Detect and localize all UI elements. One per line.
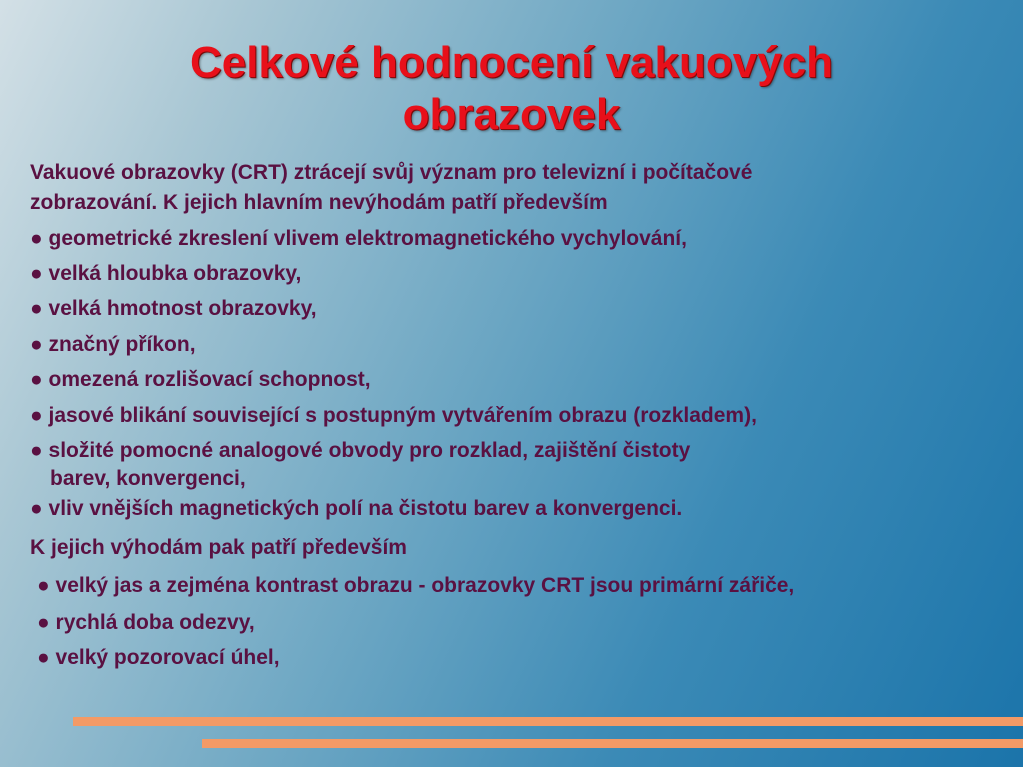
advantage-item: ● rychlá doba odezvy, (37, 611, 255, 634)
decorative-bar-lower (202, 739, 1023, 748)
disadvantage-item: ● velká hloubka obrazovky, (30, 262, 302, 285)
intro-text-line-2: zobrazování. K jejich hlavním nevýhodám patří především (30, 191, 608, 214)
disadvantage-item: ● jasové blikání související s postupným vytvářením obrazu (rozkladem), (30, 404, 757, 427)
disadvantage-item: ● velká hmotnost obrazovky, (30, 297, 317, 320)
slide-title-line-1: Celkové hodnocení vakuových (189, 38, 834, 87)
disadvantage-item: ● geometrické zkreslení vlivem elektromagnetického vychylování, (30, 227, 687, 250)
disadvantage-item: ● vliv vnějších magnetických polí na čistotu barev a konvergenci. (30, 497, 683, 520)
advantages-heading: K jejich výhodám pak patří především (30, 536, 407, 559)
disadvantage-item-continuation: barev, konvergenci, (50, 467, 246, 490)
advantage-item: ● velký pozorovací úhel, (37, 646, 280, 669)
disadvantage-item: ● omezená rozlišovací schopnost, (30, 368, 371, 391)
advantage-item: ● velký jas a zejména kontrast obrazu - obrazovky CRT jsou primární zářiče, (37, 574, 795, 597)
decorative-bar-upper (73, 717, 1023, 726)
intro-text-line-1: Vakuové obrazovky (CRT) ztrácejí svůj význam pro televizní i počítačové (30, 161, 753, 184)
disadvantage-item: ● složité pomocné analogové obvody pro rozklad, zajištění čistoty (30, 439, 691, 462)
disadvantage-item: ● značný příkon, (30, 333, 196, 356)
slide-title-line-2: obrazovek (402, 90, 621, 139)
